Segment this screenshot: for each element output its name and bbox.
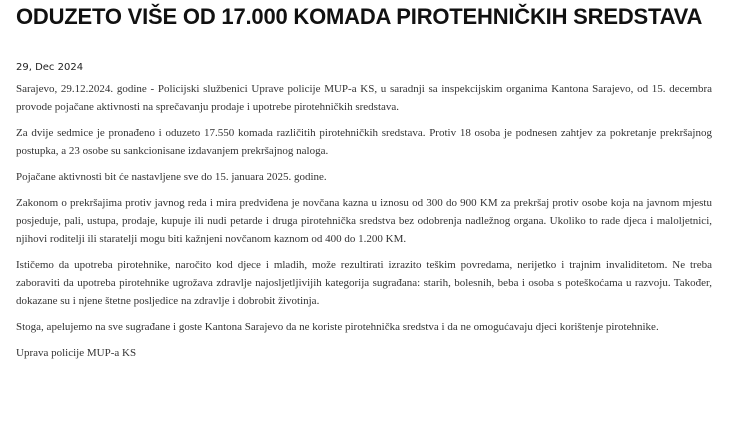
article-paragraph-1: Sarajevo, 29.12.2024. godine - Policijski službenici Uprave policije MUP-a KS, u saradnji sa inspekcijskim organima Kantona Sarajevo, od 15. decembra provode pojačane aktivnosti na sprečavanju prodaje i upotrebe pirotehničkih sredstava. [16,83,712,113]
publish-date: 29, Dec 2024 [16,62,84,73]
article-title: ODUZETO VIŠE OD 17.000 KOMADA PIROTEHNIČKIH SREDSTAVA [16,4,703,29]
article-signature: Uprava policije MUP-a KS [16,347,137,359]
article-paragraph-6: Stoga, apelujemo na sve sugrađane i goste Kantona Sarajevo da ne koriste pirotehnička sredstva i da ne omogućavaju djeci korištenje pirotehnike. [16,321,659,333]
article-paragraph-5: Ističemo da upotreba pirotehnike, naročito kod djece i mladih, može rezultirati izrazito teškim povredama, nerijetko i trajnim invaliditetom. Ne treba zaboraviti da upotreba pirotehnike ugrožava zdravlje najosljetljivijih kategorija sugrađana: starih, bolesnih, beba i osoba s poteškoćama u razvoju. Također, dokazane su i njene štetne posljedice na zdravlje i dobrobit životinja. [16,259,712,307]
article-paragraph-4: Zakonom o prekršajima protiv javnog reda i mira predviđena je novčana kazna u iznosu od 300 do 900 KM za prekršaj protiv osobe koja na javnom mjestu posjeduje, pali, ustupa, prodaje, kupuje ili nudi petarde i druga pirotehnička sredstva bez odobrenja nadležnog organa. Ukoliko to rade djeca i maloljetnici, njihovi roditelji ili staratelji mogu biti kažnjeni novčanom kaznom od 400 do 1.200 KM. [16,197,712,245]
article-paragraph-3: Pojačane aktivnosti bit će nastavljene sve do 15. januara 2025. godine. [16,171,327,183]
article-paragraph-2: Za dvije sedmice je pronađeno i oduzeto 17.550 komada različitih pirotehničkih sredstava. Protiv 18 osoba je podnesen zahtjev za pokretanje prekršajnog postupka, a 23 osobe su sankcionisane izdavanjem prekršajnog naloga. [16,127,712,157]
article [16,0,712,362]
